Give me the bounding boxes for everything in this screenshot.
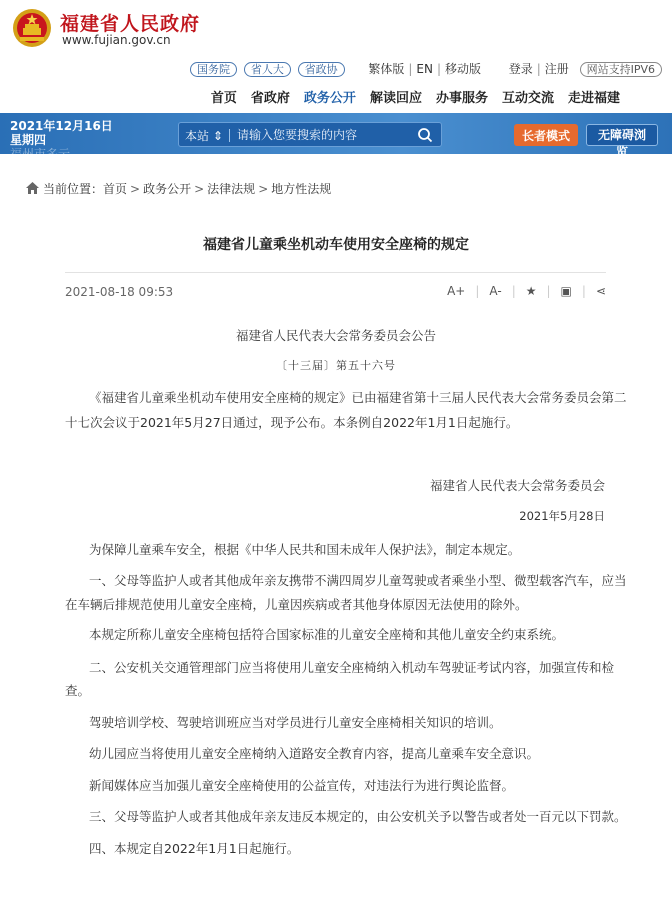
nav-interaction[interactable]: 互动交流	[501, 91, 554, 106]
font-decrease-button[interactable]: A-	[489, 284, 502, 298]
announcement-line-1: 《福建省儿童乘坐机动车使用安全座椅的规定》已由福建省第十三届人民代表大会常务委员会第二	[89, 390, 627, 405]
share-icon[interactable]: ⋖	[595, 284, 606, 298]
signing-organization: 福建省人民代表大会常务委员会	[429, 478, 605, 493]
print-icon[interactable]: ▣	[560, 284, 572, 298]
breadcrumb-home[interactable]: 首页	[103, 182, 128, 196]
search-band	[0, 113, 672, 161]
divider: |	[475, 284, 480, 298]
nav-government[interactable]: 省政府	[250, 91, 290, 106]
favorite-icon[interactable]: ★	[525, 284, 537, 298]
paragraph-media: 新闻媒体应当加强儿童安全座椅使用的公益宣传，对违法行为进行舆论监督。	[89, 778, 515, 793]
divider: |	[436, 62, 442, 76]
link-state-council[interactable]: 国务院	[190, 62, 237, 77]
breadcrumb-separator: >	[258, 182, 269, 196]
nav-interpretation[interactable]: 解读回应	[369, 91, 422, 106]
breadcrumb	[26, 180, 331, 197]
paragraph-article-2a: 二、公安机关交通管理部门应当将使用儿童安全座椅纳入机动车驾驶证考试内容，加强宣传和检	[89, 660, 615, 675]
ipv6-badge: 网站支持IPV6	[580, 62, 662, 77]
paragraph-article-3: 三、父母等监护人或者其他成年亲友违反本规定的，由公安机关予以警告或者处一百元以下罚款。	[89, 809, 627, 824]
publish-date: 2021-08-18 09:53	[65, 285, 174, 299]
announcement-line-2: 十七次会议于2021年5月27日通过，现予公布。本条例自2022年1月1日起施行。	[65, 415, 519, 430]
search-scope-select[interactable]: 本站 ⇕	[185, 129, 223, 143]
nav-home[interactable]: 首页	[210, 91, 237, 106]
register-link[interactable]: 注册	[544, 62, 569, 76]
current-date: 2021年12月16日	[10, 119, 113, 133]
signing-date: 2021年5月28日	[519, 509, 605, 523]
font-increase-button[interactable]: A+	[447, 284, 466, 298]
nav-about-fujian[interactable]: 走进福建	[567, 91, 620, 106]
accessibility-button[interactable]: 无障碍浏览	[586, 124, 658, 146]
announcement-issuer: 福建省人民代表大会常务委员会公告	[235, 328, 436, 343]
article-tools	[437, 284, 606, 298]
paragraph-article-2b: 查。	[65, 683, 91, 698]
breadcrumb-open-affairs[interactable]: 政务公开	[143, 182, 192, 196]
breadcrumb-separator: >	[194, 182, 205, 196]
paragraph-preamble: 为保障儿童乘车安全，根据《中华人民共和国未成年人保护法》，制定本规定。	[89, 542, 521, 557]
divider	[65, 272, 606, 273]
elder-mode-button[interactable]: 长者模式	[514, 124, 578, 146]
link-english[interactable]: EN	[416, 62, 433, 76]
link-provincial-congress[interactable]: 省人大	[244, 62, 291, 77]
paragraph-article-4: 四、本规定自2022年1月1日起施行。	[89, 841, 300, 856]
paragraph-kindergartens: 幼儿园应当将使用儿童安全座椅纳入道路安全教育内容，提高儿童乘车安全意识。	[89, 746, 540, 761]
search-input[interactable]	[235, 125, 405, 144]
search-icon[interactable]	[417, 127, 433, 143]
divider: |	[511, 284, 516, 298]
divider: |	[536, 62, 541, 76]
site-url[interactable]: www.fujian.gov.cn	[62, 33, 171, 47]
paragraph-article-1a: 一、父母等监护人或者其他成年亲友携带不满四周岁儿童驾驶或者乘坐小型、微型载客汽车，应当	[89, 573, 627, 588]
nav-open-affairs[interactable]: 政务公开	[303, 91, 356, 106]
divider: |	[546, 284, 551, 298]
paragraph-definition: 本规定所称儿童安全座椅包括符合国家标准的儿童安全座椅和其他儿童安全约束系统。	[89, 627, 565, 642]
weather-text: 福州市多云	[10, 147, 71, 161]
breadcrumb-laws[interactable]: 法律法规	[207, 182, 256, 196]
site-name[interactable]: 福建省人民政府	[60, 13, 201, 35]
divider: |	[581, 284, 586, 298]
divider: |	[408, 62, 413, 76]
home-icon	[26, 182, 39, 194]
divider	[229, 129, 230, 142]
login-link[interactable]: 登录	[508, 62, 533, 76]
nav-services[interactable]: 办事服务	[435, 91, 488, 106]
link-cppcc[interactable]: 省政协	[298, 62, 345, 77]
link-traditional[interactable]: 繁体版	[368, 62, 405, 76]
top-links	[0, 60, 662, 78]
breadcrumb-local-laws[interactable]: 地方性法规	[271, 182, 332, 196]
date-weather	[10, 119, 113, 161]
paragraph-driving-schools: 驾驶培训学校、驾驶培训班应当对学员进行儿童安全座椅相关知识的培训。	[89, 715, 502, 730]
breadcrumb-label: 当前位置：	[43, 182, 104, 196]
current-weekday: 星期四	[10, 133, 47, 147]
national-emblem-icon[interactable]	[12, 8, 52, 48]
main-nav	[197, 87, 620, 106]
paragraph-article-1b: 在车辆后排规范使用儿童安全座椅，儿童因疾病或者其他身体原因无法使用的除外。	[65, 597, 528, 612]
announcement-number: 〔十三届〕第五十六号	[276, 359, 396, 372]
breadcrumb-separator: >	[130, 182, 141, 196]
search-scope-label: 本站	[185, 129, 210, 143]
article-title: 福建省儿童乘坐机动车使用安全座椅的规定	[203, 237, 469, 253]
site-header	[0, 0, 672, 113]
search-box[interactable]	[178, 122, 442, 147]
link-mobile[interactable]: 移动版	[445, 62, 482, 76]
